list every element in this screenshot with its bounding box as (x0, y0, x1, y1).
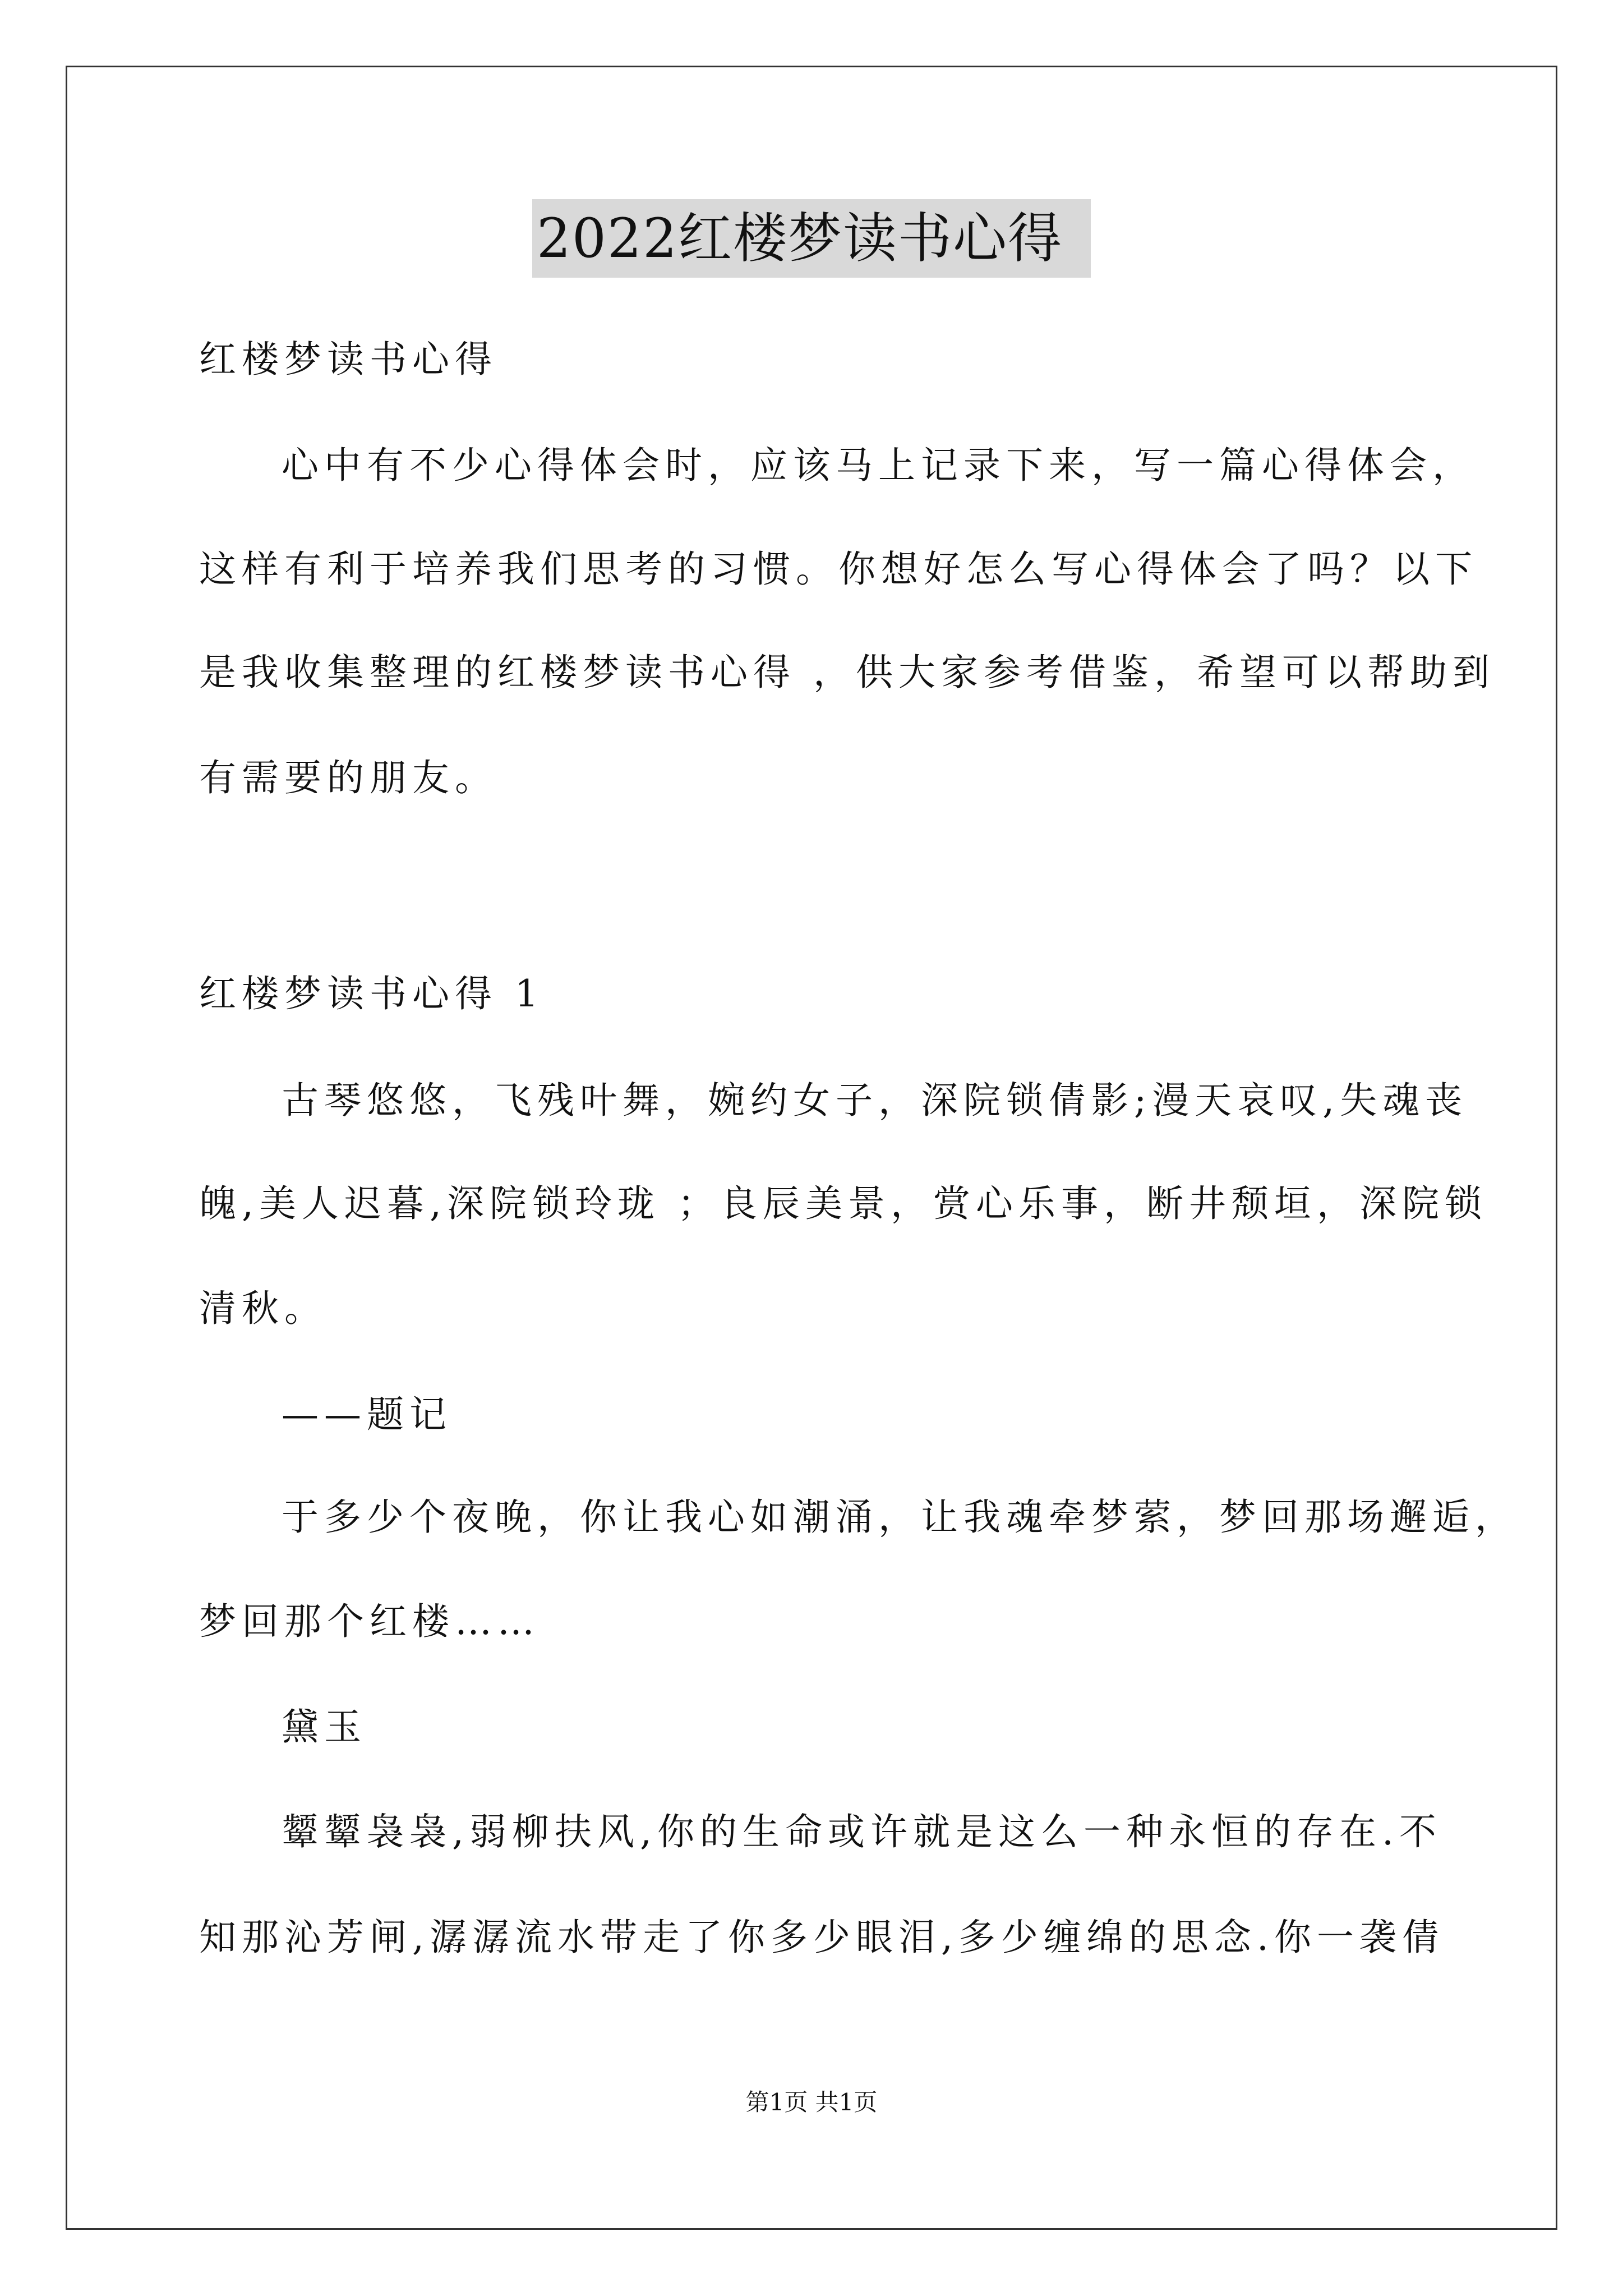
paragraph-line: 颦颦袅袅,弱柳扶风,你的生命或许就是这么一种永恒的存在.不 (282, 1810, 1442, 1853)
title-container (0, 199, 1623, 278)
paragraph-line: 梦回那个红楼…… (199, 1600, 540, 1643)
paragraph-line: 是我收集整理的红楼梦读书心得 ，供大家参考借鉴，希望可以帮助到 (199, 651, 1495, 694)
subsection-heading: 黛玉 (282, 1705, 367, 1749)
page-footer: 第1页 共1页 (745, 2088, 878, 2116)
paragraph-line: 这样有利于培养我们思考的习惯。你想好怎么写心得体会了吗？以下 (199, 547, 1478, 591)
paragraph-line: 清秋。 (199, 1287, 327, 1330)
paragraph-line: 知那沁芳闸,潺潺流水带走了你多少眼泪,多少缠绵的思念.你一袭倩 (199, 1916, 1445, 1959)
paragraph-line: 心中有不少心得体会时，应该马上记录下来，写一篇心得体会， (282, 444, 1475, 487)
paragraph-line: 古琴悠悠，飞残叶舞，婉约女子，深院锁倩影;漫天哀叹,失魂丧 (282, 1079, 1468, 1122)
subtitle: 红楼梦读书心得 (199, 338, 497, 381)
section-heading: 红楼梦读书心得 1 (199, 972, 544, 1015)
document-title: 2022红楼梦读书心得 (532, 199, 1091, 278)
paragraph-line: 有需要的朋友。 (199, 756, 497, 799)
paragraph-line: 于多少个夜晚，你让我心如潮涌，让我魂牵梦萦，梦回那场邂逅， (282, 1496, 1518, 1539)
page-border (66, 66, 1557, 2230)
paragraph-line: 魄,美人迟暮,深院锁玲珑 ；良辰美景，赏心乐事，断井颓垣，深院锁 (199, 1182, 1487, 1225)
epigraph-attribution: ——题记 (282, 1393, 452, 1436)
